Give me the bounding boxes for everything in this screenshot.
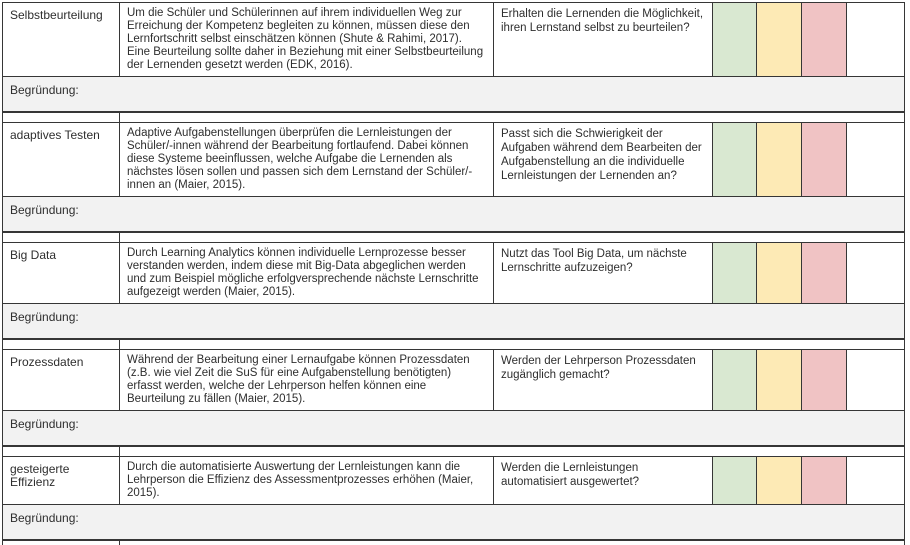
term-cell: Big Data — [3, 243, 120, 303]
question-cell: Erhalten die Lernenden die Möglichkeit, ihren Lernstand selbst zu beurteilen? — [494, 3, 713, 76]
rating-cell-red[interactable] — [802, 123, 847, 196]
begruendung-row[interactable]: Begründung: — [3, 411, 904, 445]
rating-cell-green[interactable] — [713, 243, 757, 303]
table-gap — [2, 340, 905, 349]
rating-cell-yellow[interactable] — [757, 350, 802, 410]
criterion-block-gesteigerte-effizienz — [2, 456, 905, 541]
term-cell: Prozessdaten — [3, 350, 120, 410]
rating-cell-yellow[interactable] — [757, 123, 802, 196]
rating-cell-red[interactable] — [802, 350, 847, 410]
question-cell: Passt sich die Schwierigkeit der Aufgaben während dem Bearbeiten der Aufgabenstellung an die individuelle Lernleistungen der Lernenden an? — [494, 123, 713, 196]
next-row-partial — [2, 541, 905, 545]
rating-cell-green[interactable] — [713, 123, 757, 196]
question-cell: Werden der Lehrperson Prozessdaten zugänglich gemacht? — [494, 350, 713, 410]
rating-cell-green[interactable] — [713, 457, 757, 504]
blank-cell — [847, 123, 904, 196]
description-cell: Während der Bearbeitung einer Lernaufgabe können Prozessdaten (z.B. wie viel Zeit die SuS für eine Aufgabenstellung benötigten) erfasst werden, welche der Lehrperson helfen können eine Beurteilung zu fällen (Maier, 2015). — [120, 350, 494, 410]
blank-cell — [847, 243, 904, 303]
blank-cell — [847, 3, 904, 76]
description-cell: Durch Learning Analytics können individuelle Lernprozesse besser verstanden werden, indem diese mit Big-Data abgeglichen werden und zum Beispiel mögliche erfolgversprechende nächste Lernschritte aufgezeigt werden (Maier, 2015). — [120, 243, 494, 303]
table-gap — [2, 233, 905, 242]
begruendung-row[interactable]: Begründung: — [3, 197, 904, 231]
table-gap — [2, 113, 905, 122]
evaluation-rubric-table — [2, 2, 905, 545]
criterion-block-selbstbeurteilung — [2, 2, 905, 113]
criterion-row — [3, 123, 904, 197]
question-cell: Nutzt das Tool Big Data, um nächste Lernschritte aufzuzeigen? — [494, 243, 713, 303]
description-cell: Durch die automatisierte Auswertung der Lernleistungen kann die Lehrperson die Effizienz des Assessmentprozesses erhöhen (Maier, 2015). — [120, 457, 494, 504]
rating-cell-green[interactable] — [713, 3, 757, 76]
description-cell: Um die Schüler und Schülerinnen auf ihrem individuellen Weg zur Erreichung der Kompetenz begleiten zu können, müssen diese den Lernfortschritt selbst einschätzen können (Shute & Rahimi, 2017). Eine Beurteilung sollte daher in Beziehung mit einer Selbstbeurteilung der Lernenden gesetzt werden (EDK, 2016). — [120, 3, 494, 76]
criterion-row — [3, 350, 904, 411]
rating-cell-red[interactable] — [802, 3, 847, 76]
term-cell: adaptives Testen — [3, 123, 120, 196]
criterion-block-adaptives-testen — [2, 122, 905, 233]
rating-cell-red[interactable] — [802, 457, 847, 504]
term-cell: gesteigerte Effizienz — [3, 457, 120, 504]
rating-cell-red[interactable] — [802, 243, 847, 303]
criterion-block-big-data — [2, 242, 905, 340]
question-cell: Werden die Lernleistungen automatisiert ausgewertet? — [494, 457, 713, 504]
begruendung-row[interactable]: Begründung: — [3, 77, 904, 111]
rating-cell-yellow[interactable] — [757, 3, 802, 76]
table-gap — [2, 447, 905, 456]
criterion-row — [3, 243, 904, 304]
blank-cell — [847, 350, 904, 410]
criterion-row — [3, 457, 904, 505]
begruendung-row[interactable]: Begründung: — [3, 505, 904, 539]
rating-cell-green[interactable] — [713, 350, 757, 410]
term-cell: Selbstbeurteilung — [3, 3, 120, 76]
description-cell: Adaptive Aufgabenstellungen überprüfen die Lernleistungen der Schüler/-innen während der Bearbeitung fortlaufend. Dabei können diese Systeme beeinflussen, welche Aufgabe die Lernenden als nächstes lösen sollen und passen sich dem Lernstand der Schüler/-innen an (Maier, 2015). — [120, 123, 494, 196]
blank-cell — [847, 457, 904, 504]
criterion-block-prozessdaten — [2, 349, 905, 447]
begruendung-row[interactable]: Begründung: — [3, 304, 904, 338]
rating-cell-yellow[interactable] — [757, 243, 802, 303]
criterion-row — [3, 3, 904, 77]
rating-cell-yellow[interactable] — [757, 457, 802, 504]
